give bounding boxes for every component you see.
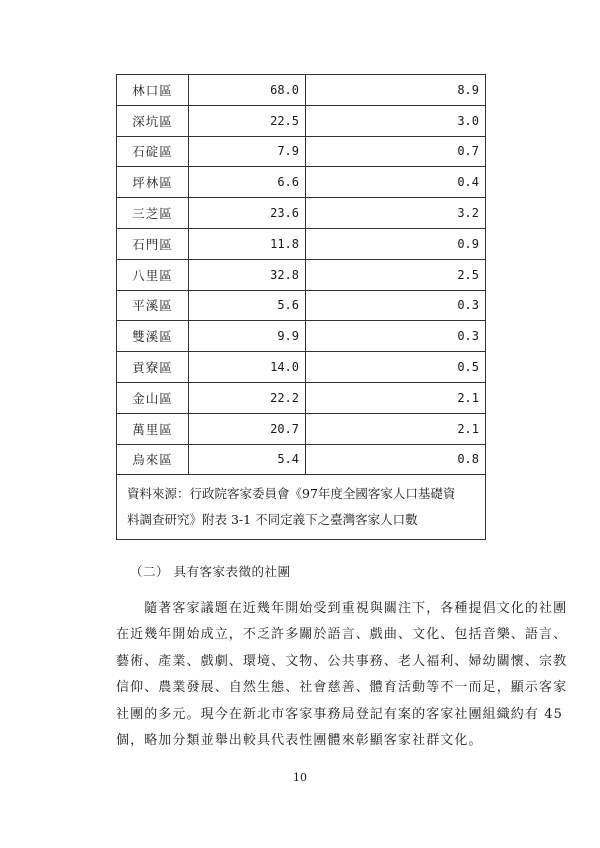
table-row <box>117 228 486 259</box>
table-row <box>117 321 486 352</box>
table-source-note <box>117 475 486 540</box>
value-cell-1: 5.4 <box>189 444 306 475</box>
district-cell: 金山區 <box>117 382 189 413</box>
value-cell-2: 2.1 <box>306 382 486 413</box>
table-row <box>117 382 486 413</box>
district-cell: 貢寮區 <box>117 352 189 383</box>
value-cell-1: 6.6 <box>189 167 306 198</box>
paragraph-line: 信仰、農業發展、自然生態、社會慈善、體育活動等不一而足，顯示客家 <box>116 680 568 696</box>
source-line-1: 資料來源：行政院客家委員會《97年度全國客家人口基礎資 <box>127 486 456 502</box>
value-cell-1: 23.6 <box>189 198 306 229</box>
value-cell-1: 9.9 <box>189 321 306 352</box>
value-cell-1: 20.7 <box>189 413 306 444</box>
value-cell-2: 0.9 <box>306 228 486 259</box>
paragraph-line: 藝術、產業、戲劇、環境、文物、公共事務、老人福利、婦幼關懷、宗教 <box>116 653 568 669</box>
table-row <box>117 105 486 136</box>
district-cell: 烏來區 <box>117 444 189 475</box>
district-cell: 平溪區 <box>117 290 189 321</box>
value-cell-1: 5.6 <box>189 290 306 321</box>
hakka-population-table <box>116 74 486 540</box>
value-cell-1: 14.0 <box>189 352 306 383</box>
page-number: 10 <box>293 771 307 784</box>
value-cell-2: 0.4 <box>306 167 486 198</box>
table-row <box>117 413 486 444</box>
table-row <box>117 259 486 290</box>
table-row <box>117 290 486 321</box>
paragraph-line: 個，略加分類並舉出較具代表性團體來彰顯客家社群文化。 <box>116 733 483 749</box>
table-row <box>117 167 486 198</box>
value-cell-2: 0.8 <box>306 444 486 475</box>
district-cell: 石碇區 <box>117 136 189 167</box>
value-cell-2: 2.5 <box>306 259 486 290</box>
value-cell-1: 22.5 <box>189 105 306 136</box>
table-row <box>117 198 486 229</box>
table-row <box>117 136 486 167</box>
paragraph-line: 在近幾年開始成立，不乏許多關於語言、戲曲、文化、包括音樂、語言、 <box>116 627 568 643</box>
table-row <box>117 444 486 475</box>
table-body <box>117 75 486 475</box>
source-line-2: 料調查研究》附表 3-1 不同定義下之臺灣客家人口數 <box>127 512 418 528</box>
value-cell-1: 7.9 <box>189 136 306 167</box>
district-cell: 深坑區 <box>117 105 189 136</box>
value-cell-2: 8.9 <box>306 75 486 106</box>
district-cell: 八里區 <box>117 259 189 290</box>
body-paragraph <box>116 596 568 754</box>
table-row <box>117 75 486 106</box>
section-heading: （二） 具有客家表徵的社團 <box>130 564 291 579</box>
value-cell-1: 68.0 <box>189 75 306 106</box>
value-cell-2: 0.3 <box>306 321 486 352</box>
value-cell-2: 0.3 <box>306 290 486 321</box>
paragraph-line: 隨著客家議題在近幾年開始受到重視與關注下，各種提倡文化的社團 <box>116 601 568 616</box>
district-cell: 林口區 <box>117 75 189 106</box>
value-cell-2: 0.7 <box>306 136 486 167</box>
paragraph-line: 社團的多元。現今在新北市客家事務局登記有案的客家社團組織約有 45 <box>116 706 563 722</box>
district-cell: 三芝區 <box>117 198 189 229</box>
value-cell-1: 32.8 <box>189 259 306 290</box>
value-cell-1: 22.2 <box>189 382 306 413</box>
district-cell: 坪林區 <box>117 167 189 198</box>
district-cell: 萬里區 <box>117 413 189 444</box>
table-row <box>117 352 486 383</box>
value-cell-1: 11.8 <box>189 228 306 259</box>
district-cell: 石門區 <box>117 228 189 259</box>
source-row <box>117 475 486 540</box>
value-cell-2: 3.2 <box>306 198 486 229</box>
value-cell-2: 0.5 <box>306 352 486 383</box>
value-cell-2: 3.0 <box>306 105 486 136</box>
value-cell-2: 2.1 <box>306 413 486 444</box>
district-cell: 雙溪區 <box>117 321 189 352</box>
